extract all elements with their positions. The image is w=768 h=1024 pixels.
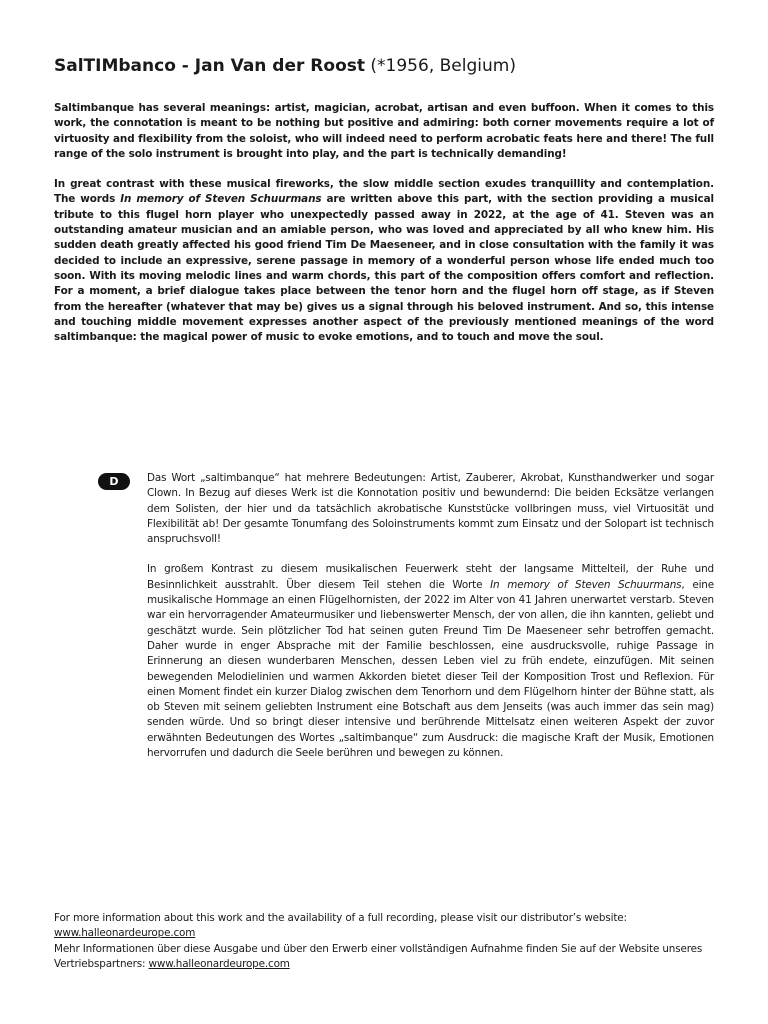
english-paragraph-2 — [54, 177, 714, 345]
language-badge-german: D — [98, 473, 130, 490]
english-paragraph-1: Saltimbanque has several meanings: artist, magician, acrobat, artisan and even buffoon. When it comes to this work, the connotation is meant to be nothing but positive and admiring: both corner movements require a lot of virtuosity and flexibility from the soloist, who will indeed need to perform acrobatic feats here and there! The full range of the solo instrument is brought into play, and the part is technically demanding! — [54, 102, 714, 160]
footer-german-text: Mehr Informationen über diese Ausgabe und über den Erwerb einer vollständigen Aufnahme finden Sie auf der Website unseres — [54, 942, 703, 955]
german-paragraph-1: Das Wort „saltimbanque“ hat mehrere Bedeutungen: Artist, Zauberer, Akrobat, Kunsthandwerker und sogar Clown. In Bezug auf dieses Werk ist die Konnotation positiv und bewundernd: Die beiden Ecksätze verlangen dem Solisten, der hier und da tatsächlich akrobatische Kunststücke vollbringen muss, viel Virtuosität und Flexibilität ab! Der gesamte Tonumfang des Soloinstruments kommt zum Einsatz und der Solopart ist technisch anspruchsvoll! — [147, 472, 714, 546]
english-p2-start: In great contrast with these musical fireworks, the slow middle section exudes tranquillity and contemplation. The words — [54, 178, 714, 206]
footer-german-link[interactable]: www.halleonardeurope.com — [148, 957, 290, 970]
german-paragraph-2 — [147, 562, 714, 761]
english-p2-rest: are written above this part, with the section providing a musical tribute to this flugel horn player who unexpectedly passed away in 2022, at the age of 41. Steven was an outstanding amateur musician and an amiable person, who was loved and appreciated by all who knew him. His sudden death greatly affected his good friend Tim De Maeseneer, and in close consultation with the family it was decided to include an expressive, serene passage in memory of a wonderful person whose life ended much too soon. With its moving melodic lines and warm chords, this part of the composition offers comfort and reflection. For a moment, a brief dialogue takes place between the tenor horn and the flugel horn off stage, as if Steven from the hereafter (whatever that may be) gives us a signal through his beloved instrument. And so, this intense and touching middle movement expresses another aspect of the previously mentioned meanings of the word saltimbanque: the magical power of music to evoke emotions, and to touch and move the soul. — [54, 193, 714, 344]
german-text-section — [147, 471, 714, 776]
footer-info — [54, 911, 734, 972]
page-title — [54, 54, 714, 78]
footer-english-link[interactable]: www.halleonardeurope.com — [54, 927, 196, 940]
german-p2-start: In großem Kontrast zu diesem musikalischen Feuerwerk steht der langsame Mittelteil, der Ruhe und Besinnlichkeit ausstrahlt. Über diesem Teil stehen die Worte — [147, 563, 714, 591]
english-p2-dedication: In memory of Steven Schuurmans — [120, 193, 322, 206]
footer-german-text-2: Vertriebspartners: — [54, 957, 149, 970]
german-p2-rest: , eine musikalische Hommage an einen Flügelhornisten, der 2022 im Alter von 41 Jahren unerwartet verstarb. Steven war ein hervorragender Amateurmusiker und liebenswerter Mensch, der von allen, die ihn kannten, geliebt und geschätzt wurde. Sein plötzlicher Tod hat seinen guten Freund Tim De Maeseneer sehr betroffen gemacht. Daher wurde in enger Absprache mit der Familie beschlossen, eine ausdrucksvolle, ruhige Passage in Erinnerung an diesen wunderbaren Menschen, dessen Leben viel zu früh endete, einzufügen. Mit seinen bewegenden Melodielinien und warmen Akkorden bietet dieser Teil der Komposition Trost und Reflexion. Für einen Moment findet ein kurzer Dialog zwischen dem Tenorhorn und dem Flügelhorn hinter der Bühne statt, als ob Steven mit seinem geliebten Instrument eine Botschaft aus dem Jenseits (was auch immer das sein mag) senden würde. Und so bringt dieser intensive und berührende Mittelsatz einen weiteren Aspekt der zuvor erwähnten Bedeutungen des Wortes „saltimbanque“ zum Ausdruck: die magische Kraft der Musik, Emotionen hervorrufen und dadurch die Seele berühren und bewegen zu können. — [147, 578, 714, 760]
english-text-section — [54, 101, 714, 360]
footer-english-text: For more information about this work and the availability of a full recording, please visit our distributor’s website: — [54, 912, 627, 924]
title-subtitle: (*1956, Belgium) — [365, 56, 516, 76]
german-p2-dedication: In memory of Steven Schuurmans — [490, 578, 682, 591]
title-main: SalTIMbanco - Jan Van der Roost — [54, 56, 366, 76]
